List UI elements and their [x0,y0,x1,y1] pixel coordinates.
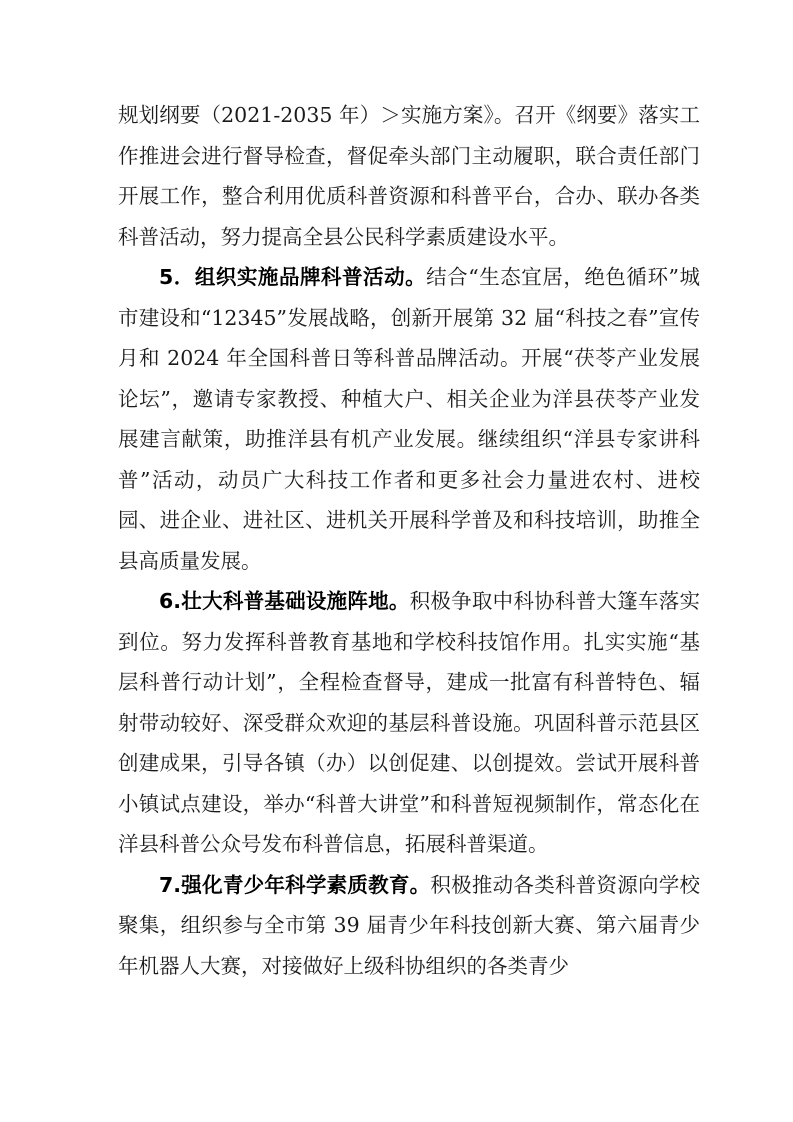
section-heading-7: 7.强化青少年科学素质教育。 [159,872,431,897]
document-body [118,95,700,986]
section-heading-6: 6.壮大科普基础设施阵地。 [159,589,410,613]
paragraph-infrastructure [118,581,700,865]
paragraph-text: 结合“生态宜居，绝色循环”城市建设和“12345”发展战略，创新开展第 32 届“科技之春”宣传月和 2024 年全国科普日等科普品牌活动。开展“茯苓产业发展论坛”，邀请专家教授、种植大户、相关企业为洋县茯苓产业发展建言献策，助推洋县有机产业发展。继续组织“洋县专家讲科普”活动，动员广大科技工作者和更多社会力量进农村、进校园、进企业、进社区、进机关开展科学普及和科技培训，助推全县高质量发展。 [118,265,700,573]
section-heading-5: 5．组织实施品牌科普活动。 [159,265,427,289]
paragraph-youth-education [118,865,700,987]
paragraph-text: 积极推动各类科普资源向学校聚集，组织参与全市第 39 届青少年科技创新大赛、第六届青少年机器人大赛，对接做好上级科协组织的各类青少 [118,872,700,978]
paragraph-text: 规划纲要（2021-2035 年）＞实施方案》。召开《纲要》落实工作推进会进行督导检查，督促牵头部门主动履职，联合责任部门开展工作，整合利用优质科普资源和科普平台，合办、联办各类科普活动，努力提高全县公民科学素质建设水平。 [118,103,700,249]
paragraph-text: 积极争取中科协科普大篷车落实到位。努力发挥科普教育基地和学校科技馆作用。扎实实施“基层科普行动计划”，全程检查督导，建成一批富有科普特色、辐射带动较好、深受群众欢迎的基层科普设施。巩固科普示范县区创建成果，引导各镇（办）以创促建、以创提效。尝试开展科普小镇试点建设，举办“科普大讲堂”和科普短视频制作，常态化在洋县科普公众号发布科普信息，拓展科普渠道。 [118,589,701,856]
paragraph-brand-activities [118,257,700,581]
paragraph-continuation [118,95,700,257]
